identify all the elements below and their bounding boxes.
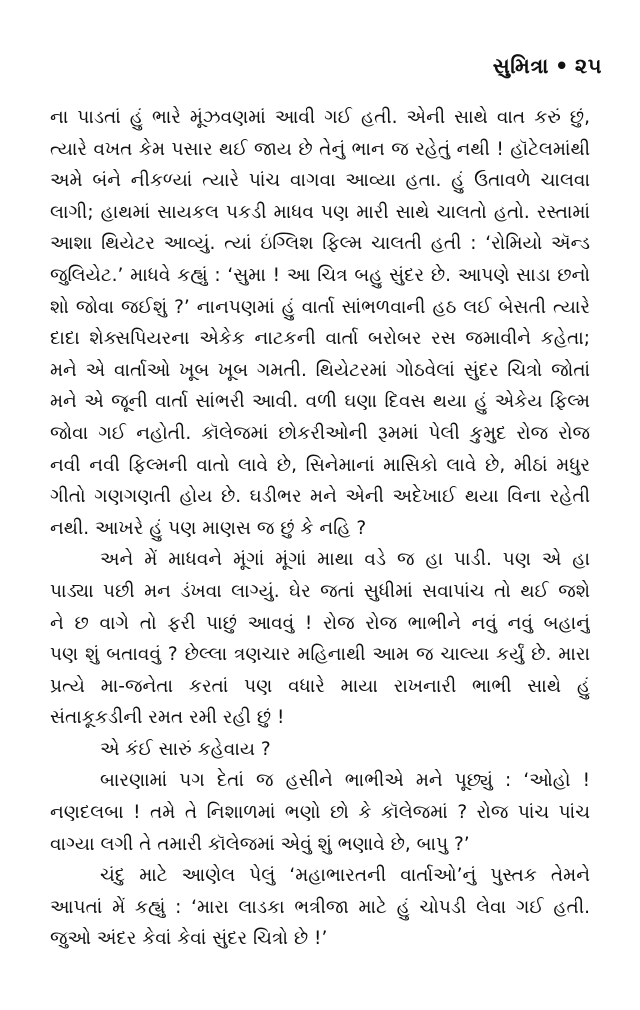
text-line: વાગ્યા લગી તે તમારી કૉલેજમાં એવું શું ભણાવે છે, બાપુ ?’ <box>50 833 470 855</box>
book-title: સુમિત્રા <box>492 54 549 78</box>
text-line: ગીતો ગણગણતી હોય છે. ઘડીભર મને એની અદેખાઈ થયા વિના રહેતી <box>50 486 590 508</box>
text-line: પ્રત્યે મા-જનેતા કરતાં પણ વધારે માયા રાખનારી ભાભી સાથે હું <box>50 675 590 697</box>
page-number: ૨૫ <box>574 54 602 78</box>
text-line: અને મેં માધવને મૂંગાં મૂંગાં માથા વડે જ હા પાડી. પણ એ હા <box>100 549 590 571</box>
text-line: બારણામાં પગ દેતાં જ હસીને ભાભીએ મને પૂછ્યું : ‘ઓહો ! <box>100 770 590 792</box>
text-line: ચંદુ માટે આણેલ પેલું ‘મહાભારતની વાર્તાઓ’નું પુસ્તક તેમને <box>100 865 590 887</box>
text-line: લાગી; હાથમાં સાયકલ પકડી માધવ પણ મારી સાથે ચાલતો હતો. રસ્તામાં <box>50 201 590 223</box>
text-line: ના પાડતાં હું ભારે મૂંઝવણમાં આવી ગઈ હતી. એની સાથે વાત કરું છું, <box>50 107 590 128</box>
text-line: પણ શું બતાવવું ? છેલ્લા ત્રણચાર મહિનાથી આમ જ ચાલ્યા કર્યું છે. મારા <box>50 644 590 666</box>
header-separator: • <box>554 54 569 78</box>
text-line: આપતાં મેં કહ્યું : ‘મારા લાડકા ભત્રીજા માટે હું ચોપડી લેવા ગઈ હતી. <box>50 896 590 918</box>
text-line: એ કંઈ સારું કહેવાય ? <box>100 738 271 760</box>
text-line: ને છ વાગે તો ફરી પાછું આવવું ! રોજ રોજ ભાભીને નવું નવું બહાનું <box>50 612 590 634</box>
text-line: અમે બંને નીકળ્યાં ત્યારે પાંચ વાગવા આવ્યા હતા. હું ઉતાવળે ચાલવા <box>50 170 590 192</box>
text-line: મને એ જૂની વાર્તા સાંભરી આવી. વળી ઘણા દિવસ થયા હું એકેય ફિલ્મ <box>50 391 590 413</box>
text-line: જોવા ગઈ નહોતી. કૉલેજમાં છોકરીઓની રૂમમાં પેલી કુમુદ રોજ રોજ <box>50 422 590 444</box>
text-line: મને એ વાર્તાઓ ખૂબ ખૂબ ગમતી. થિયેટરમાં ગોઠવેલાં સુંદર ચિત્રો જોતાં <box>50 359 590 381</box>
text-line: નથી. આખરે હું પણ માણસ જ છું કે નહિ ? <box>50 517 367 539</box>
text-line: જુલિયેટ.’ માધવે કહ્યું : ‘સુમા ! આ ચિત્ર બહુ સુંદર છે. આપણે સાડા છનો <box>50 264 590 286</box>
text-line: નણદલબા ! તમે તે નિશાળમાં ભણો છો કે કૉલેજમાં ? રોજ પાંચ પાંચ <box>50 802 590 824</box>
body-text <box>50 102 590 955</box>
text-line: જુઓ અંદર કેવાં કેવાં સુંદર ચિત્રો છે !’ <box>50 928 328 950</box>
text-line: નવી નવી ફિલ્મની વાતો લાવે છે, સિનેમાનાં માસિકો લાવે છે, મીઠાં મધુર <box>50 454 590 476</box>
text-line: પાડ્યા પછી મન ડંખવા લાગ્યું. ઘેર જતાં સુધીમાં સવાપાંચ તો થઈ જશે <box>50 580 590 602</box>
text-line: ત્યારે વખત કેમ પસાર થઈ જાય છે તેનું ભાન જ રહેતું નથી ! હૉટેલમાંથી <box>50 138 590 160</box>
running-header <box>493 54 602 79</box>
text-line: સંતાકૂકડીની રમત રમી રહી છું ! <box>50 707 285 729</box>
text-line: આશા થિયેટર આવ્યું. ત્યાં ઇંગ્લિશ ફિલ્મ ચાલતી હતી : ‘રોમિયો ઍન્ડ <box>50 233 590 255</box>
text-line: દાદા શેક્સપિયરના એકેક નાટકની વાર્તા બરોબર રસ જમાવીને કહેતા; <box>50 328 590 350</box>
text-line: શો જોવા જઈશું ?’ નાનપણમાં હું વાર્તા સાંભળવાની હઠ લઈ બેસતી ત્યારે <box>50 296 590 318</box>
